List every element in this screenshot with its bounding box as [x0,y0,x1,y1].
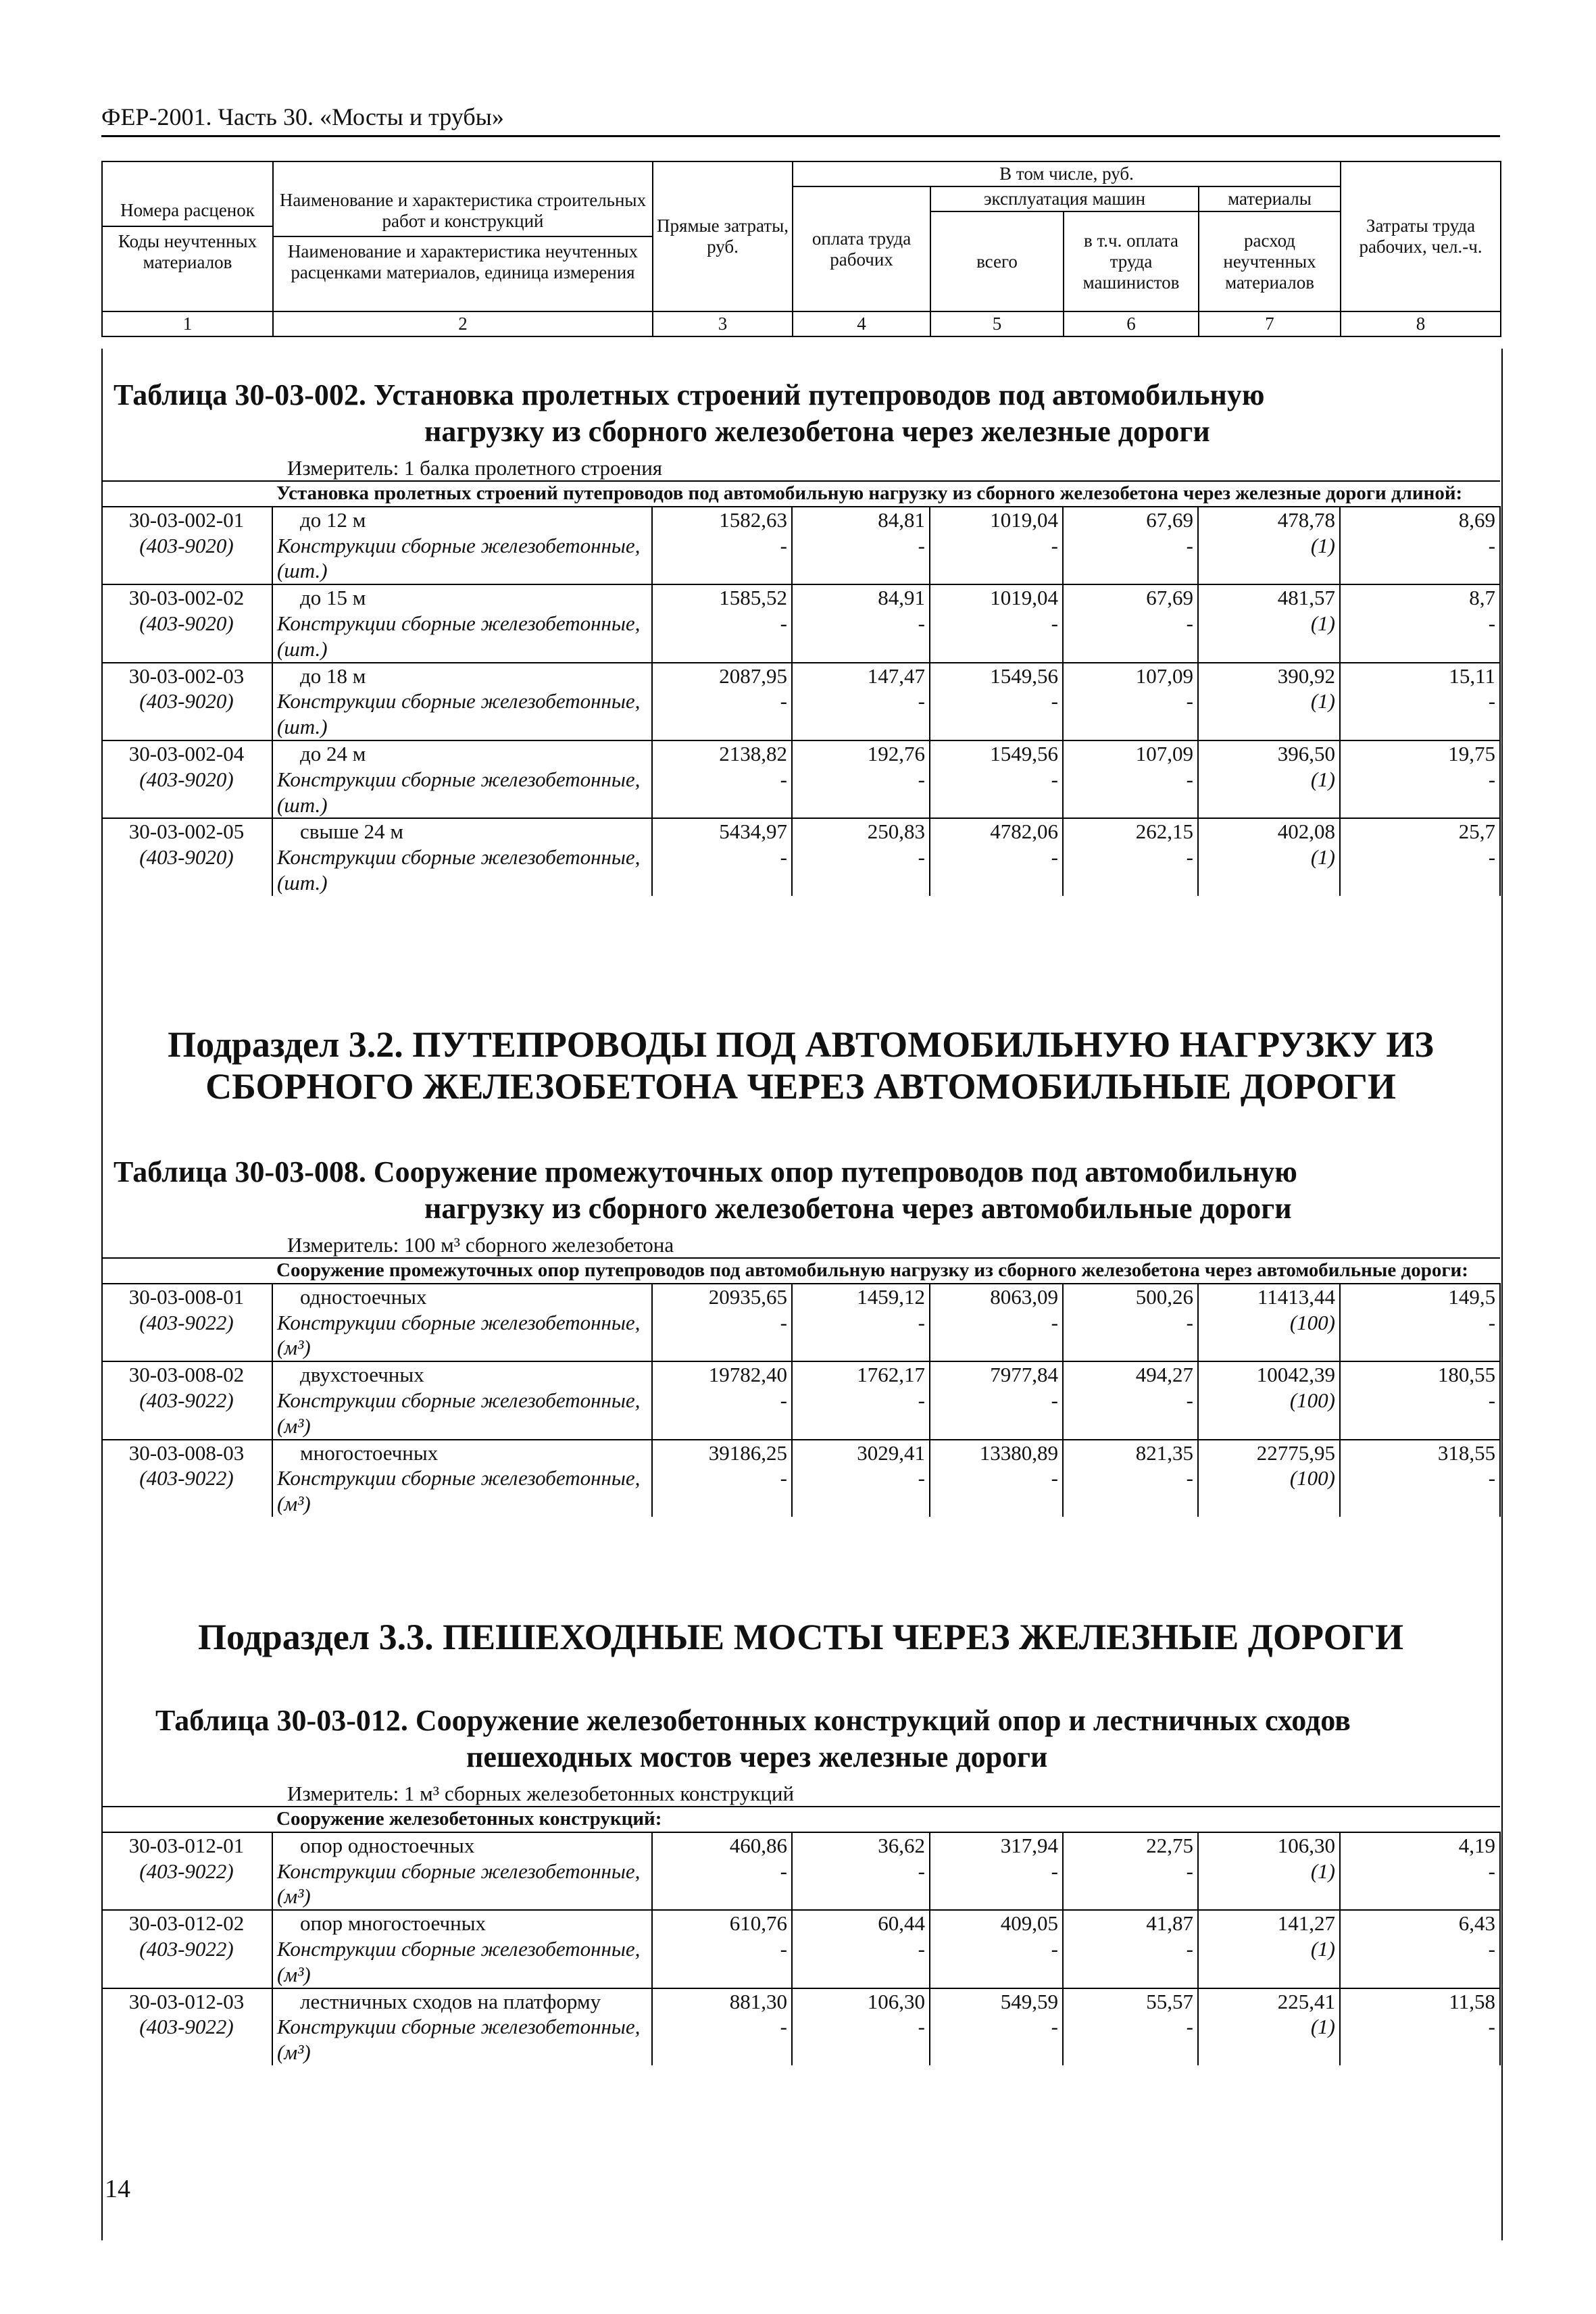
dash-cell: - [1063,767,1198,819]
value-cell: 250,83 [792,818,930,845]
dash-cell: - [930,1310,1063,1362]
value-cell: 192,76 [792,740,930,767]
value-cell: 36,62 [792,1832,930,1859]
material-name: Конструкции сборные железобетонные, (шт.) [272,611,652,663]
table-row [101,1859,1500,1911]
value-cell: 10042,39 [1198,1361,1340,1388]
value-cell: 4,19 [1340,1832,1500,1859]
value-cell: 225,41 [1198,1988,1340,2015]
material-qty: (100) [1198,1310,1340,1362]
table-row [101,767,1500,819]
value-cell: 22775,95 [1198,1440,1340,1466]
material-code: (403-9022) [139,1310,234,1334]
value-cell: 481,57 [1198,584,1340,611]
material-name: Конструкции сборные железобетонные, (м³) [272,1936,652,1988]
value-cell: 2087,95 [652,663,792,689]
material-qty: (1) [1198,845,1340,896]
value-cell: 22,75 [1063,1832,1198,1859]
value-cell: 6,43 [1340,1910,1500,1936]
dash-cell: - [792,688,930,740]
dash-cell: - [930,1388,1063,1440]
value-cell: 881,30 [652,1988,792,2015]
col-vsego: всего [930,211,1064,311]
material-code: (403-9022) [139,1388,234,1412]
material-code: (403-9020) [139,845,234,870]
table-row [101,663,1500,689]
page-header: ФЕР-2001. Часть 30. «Мосты и трубы» [101,103,1500,137]
table-row [101,1440,1500,1466]
dash-cell: - [1063,1859,1198,1911]
table-row [101,611,1500,663]
value-cell: 7977,84 [930,1361,1063,1388]
rate-code: 30-03-002-04 [101,740,272,767]
material-code: (403-9020) [139,611,234,635]
value-cell: 60,44 [792,1910,930,1936]
value-cell: 41,87 [1063,1910,1198,1936]
value-cell: 11,58 [1340,1988,1500,2015]
group-title: Установка пролетных строений путепроводов под автомобильную нагрузку из сборного железобетона через железные дороги длиной: [272,481,1500,506]
col-num: 6 [1064,311,1199,336]
work-name: опор одностоечных [272,1832,652,1859]
dash-cell: - [792,533,930,585]
data-table [101,1257,1501,1517]
rate-code: 30-03-008-03 [101,1440,272,1466]
material-name: Конструкции сборные железобетонные, (м³) [272,1465,652,1517]
rate-code: 30-03-012-02 [101,1910,272,1936]
value-cell: 4782,06 [930,818,1063,845]
table-30-03-002 [101,377,1500,896]
material-name: Конструкции сборные железобетонные, (шт.) [272,533,652,585]
table-row [101,1361,1500,1388]
dash-cell: - [1063,533,1198,585]
data-table [101,480,1501,896]
col-materialy: материалы [1199,186,1341,211]
work-name: до 18 м [272,663,652,689]
dash-cell: - [792,1859,930,1911]
dash-cell: - [1340,1465,1500,1517]
dash-cell: - [652,1936,792,1988]
col-vtom: В том числе, руб. [793,161,1341,186]
dash-cell: - [930,1465,1063,1517]
value-cell: 409,05 [930,1910,1063,1936]
dash-cell: - [930,533,1063,585]
value-cell: 106,30 [1198,1832,1340,1859]
col-num: 7 [1199,311,1341,336]
table-row [101,1310,1500,1362]
value-cell: 84,81 [792,507,930,533]
dash-cell: - [1063,688,1198,740]
rate-code: 30-03-008-02 [101,1361,272,1388]
value-cell: 8063,09 [930,1284,1063,1310]
dash-cell: - [652,1310,792,1362]
value-cell: 1019,04 [930,507,1063,533]
dash-cell: - [792,1310,930,1362]
material-code: (403-9020) [139,767,234,791]
rate-code: 30-03-012-01 [101,1832,272,1859]
dash-cell: - [930,688,1063,740]
value-cell: 2138,82 [652,740,792,767]
dash-cell: - [1063,611,1198,663]
page-number: 14 [105,2175,130,2203]
value-cell: 262,15 [1063,818,1198,845]
dash-cell: - [1340,533,1500,585]
dash-cell: - [930,1936,1063,1988]
material-name: Конструкции сборные железобетонные, (шт.) [272,767,652,819]
dash-cell: - [1340,688,1500,740]
rate-code: 30-03-002-05 [101,818,272,845]
dash-cell: - [792,1465,930,1517]
dash-cell: - [1340,611,1500,663]
material-qty: (100) [1198,1388,1340,1440]
table-row [101,1465,1500,1517]
dash-cell: - [792,611,930,663]
material-qty: (1) [1198,611,1340,663]
col-naim: Наименование и характеристика строительных работ и конструкций Наименование и характеристика неучтенных расценками материалов, единица измерения [273,161,653,311]
table-row [101,1936,1500,1988]
work-name: одностоечных [272,1284,652,1310]
dash-cell: - [1340,2014,1500,2065]
value-cell: 460,86 [652,1832,792,1859]
group-title: Сооружение промежуточных опор путепроводов под автомобильную нагрузку из сборного железобетона через автомобильные дороги: [272,1258,1500,1283]
dash-cell: - [652,533,792,585]
value-cell: 1582,63 [652,507,792,533]
value-cell: 107,09 [1063,663,1198,689]
dash-cell: - [652,611,792,663]
dash-cell: - [930,1859,1063,1911]
material-name: Конструкции сборные железобетонные, (м³) [272,1310,652,1362]
col-ekspl: эксплуатация машин [930,186,1199,211]
table-row [101,584,1500,611]
column-header-table [101,161,1501,337]
work-name: до 12 м [272,507,652,533]
subsection-heading: Подраздел 3.2. ПУТЕПРОВОДЫ ПОД АВТОМОБИЛЬНУЮ НАГРУЗКУ ИЗ СБОРНОГО ЖЕЛЕЗОБЕТОНА ЧЕРЕЗ АВТОМОБИЛЬНЫЕ ДОРОГИ [168,1024,1434,1107]
dash-cell: - [930,611,1063,663]
value-cell: 1585,52 [652,584,792,611]
material-code: (403-9022) [139,1466,234,1490]
dash-cell: - [1340,1859,1500,1911]
dash-cell: - [1063,2014,1198,2065]
work-name: многостоечных [272,1440,652,1466]
work-name: двухстоечных [272,1361,652,1388]
col-rashod: расход неучтенных материалов [1199,211,1341,311]
table-row [101,1988,1500,2015]
dash-cell: - [1340,845,1500,896]
meter: Измеритель: 1 м³ сборных железобетонных конструкций [287,1782,795,1806]
rate-code: 30-03-008-01 [101,1284,272,1310]
material-name: Конструкции сборные железобетонные, (м³) [272,2014,652,2065]
value-cell: 25,7 [1340,818,1500,845]
dash-cell: - [1340,1310,1500,1362]
rate-code: 30-03-012-03 [101,1988,272,2015]
dash-cell: - [792,1388,930,1440]
dash-cell: - [652,1859,792,1911]
group-spacer [101,1258,272,1283]
dash-cell: - [1340,767,1500,819]
value-cell: 39186,25 [652,1440,792,1466]
material-code: (403-9022) [139,1936,234,1961]
col-num: 8 [1341,311,1501,336]
group-title: Сооружение железобетонных конструкций: [272,1807,1500,1832]
value-cell: 1549,56 [930,740,1063,767]
value-cell: 1549,56 [930,663,1063,689]
dash-cell: - [792,845,930,896]
work-name: опор многостоечных [272,1910,652,1936]
value-cell: 8,69 [1340,507,1500,533]
work-name: лестничных сходов на платформу [272,1988,652,2015]
value-cell: 11413,44 [1198,1284,1340,1310]
col-num: 3 [653,311,793,336]
dash-cell: - [1340,1388,1500,1440]
meter: Измеритель: 1 балка пролетного строения [287,456,663,480]
dash-cell: - [1340,1936,1500,1988]
value-cell: 67,69 [1063,507,1198,533]
value-cell: 318,55 [1340,1440,1500,1466]
value-cell: 821,35 [1063,1440,1198,1466]
col-oplata: оплата труда рабочих [793,186,930,311]
table-30-03-008 [101,1154,1500,1517]
table-row [101,688,1500,740]
col-num: 2 [273,311,653,336]
value-cell: 15,11 [1340,663,1500,689]
material-name: Конструкции сборные железобетонные, (шт.) [272,845,652,896]
material-code: (403-9020) [139,533,234,557]
dash-cell: - [652,767,792,819]
table-row [101,1388,1500,1440]
table-row [101,1910,1500,1936]
value-cell: 500,26 [1063,1284,1198,1310]
table-row [101,845,1500,896]
material-code: (403-9022) [139,2015,234,2039]
material-qty: (1) [1198,688,1340,740]
rate-code: 30-03-002-01 [101,507,272,533]
work-name: до 15 м [272,584,652,611]
col-pryamye: Прямые затраты, руб. [653,161,793,311]
value-cell: 84,91 [792,584,930,611]
dash-cell: - [652,688,792,740]
dash-cell: - [792,1936,930,1988]
col-zatraty: Затраты труда рабочих, чел.-ч. [1341,161,1501,311]
table-title: Таблица 30-03-008. Сооружение промежуточных опор путепроводов под автомобильную нагрузку из сборного железобетона через автомобильные дороги [114,1155,1297,1225]
col-num: 4 [793,311,930,336]
dash-cell: - [930,845,1063,896]
value-cell: 1019,04 [930,584,1063,611]
value-cell: 494,27 [1063,1361,1198,1388]
dash-cell: - [1063,1388,1198,1440]
value-cell: 549,59 [930,1988,1063,2015]
value-cell: 106,30 [792,1988,930,2015]
material-code: (403-9020) [139,689,234,713]
dash-cell: - [792,2014,930,2065]
value-cell: 396,50 [1198,740,1340,767]
rate-code: 30-03-002-02 [101,584,272,611]
dash-cell: - [1063,1310,1198,1362]
value-cell: 610,76 [652,1910,792,1936]
value-cell: 55,57 [1063,1988,1198,2015]
col-vtch: в т.ч. оплата труда машинистов [1064,211,1199,311]
table-30-03-012 [101,1703,1500,2065]
dash-cell: - [652,2014,792,2065]
table-row [101,740,1500,767]
value-cell: 147,47 [792,663,930,689]
material-qty: (1) [1198,533,1340,585]
material-qty: (1) [1198,767,1340,819]
subsection-heading: Подраздел 3.3. ПЕШЕХОДНЫЕ МОСТЫ ЧЕРЕЗ ЖЕЛЕЗНЫЕ ДОРОГИ [197,1617,1404,1657]
work-name: свыше 24 м [272,818,652,845]
col-nomera: Номера расценок Коды неучтенных материалов [102,161,273,311]
work-name: до 24 м [272,740,652,767]
value-cell: 149,5 [1340,1284,1500,1310]
value-cell: 20935,65 [652,1284,792,1310]
material-code: (403-9022) [139,1859,234,1883]
dash-cell: - [792,767,930,819]
dash-cell: - [652,845,792,896]
value-cell: 5434,97 [652,818,792,845]
value-cell: 8,7 [1340,584,1500,611]
dash-cell: - [652,1388,792,1440]
table-row [101,1832,1500,1859]
material-qty: (1) [1198,1936,1340,1988]
data-table [101,1806,1501,2065]
table-row [101,818,1500,845]
col-num: 5 [930,311,1064,336]
dash-cell: - [652,1465,792,1517]
material-name: Конструкции сборные железобетонные, (шт.) [272,688,652,740]
value-cell: 390,92 [1198,663,1340,689]
table-row [101,507,1500,533]
value-cell: 19782,40 [652,1361,792,1388]
value-cell: 317,94 [930,1832,1063,1859]
rate-code: 30-03-002-03 [101,663,272,689]
value-cell: 13380,89 [930,1440,1063,1466]
material-qty: (1) [1198,2014,1340,2065]
group-spacer [101,1807,272,1832]
table-row [101,2014,1500,2065]
value-cell: 1459,12 [792,1284,930,1310]
value-cell: 3029,41 [792,1440,930,1466]
value-cell: 67,69 [1063,584,1198,611]
dash-cell: - [930,767,1063,819]
table-title: Таблица 30-03-002. Установка пролетных строений путепроводов под автомобильную нагрузку из сборного железобетона через железные дороги [114,378,1265,448]
group-spacer [101,481,272,506]
dash-cell: - [1063,1936,1198,1988]
material-qty: (100) [1198,1465,1340,1517]
value-cell: 107,09 [1063,740,1198,767]
material-qty: (1) [1198,1859,1340,1911]
table-row [101,1284,1500,1310]
table-row [101,533,1500,585]
meter: Измеритель: 100 м³ сборного железобетона [287,1233,674,1257]
value-cell: 19,75 [1340,740,1500,767]
material-name: Конструкции сборные железобетонные, (м³) [272,1859,652,1911]
value-cell: 478,78 [1198,507,1340,533]
value-cell: 180,55 [1340,1361,1500,1388]
value-cell: 1762,17 [792,1361,930,1388]
dash-cell: - [1063,1465,1198,1517]
dash-cell: - [1063,845,1198,896]
dash-cell: - [930,2014,1063,2065]
table-title: Таблица 30-03-012. Сооружение железобетонных конструкций опор и лестничных сходов пешеходных мостов через железные дороги [155,1704,1351,1774]
material-name: Конструкции сборные железобетонные, (м³) [272,1388,652,1440]
value-cell: 141,27 [1198,1910,1340,1936]
value-cell: 402,08 [1198,818,1340,845]
col-num: 1 [102,311,273,336]
